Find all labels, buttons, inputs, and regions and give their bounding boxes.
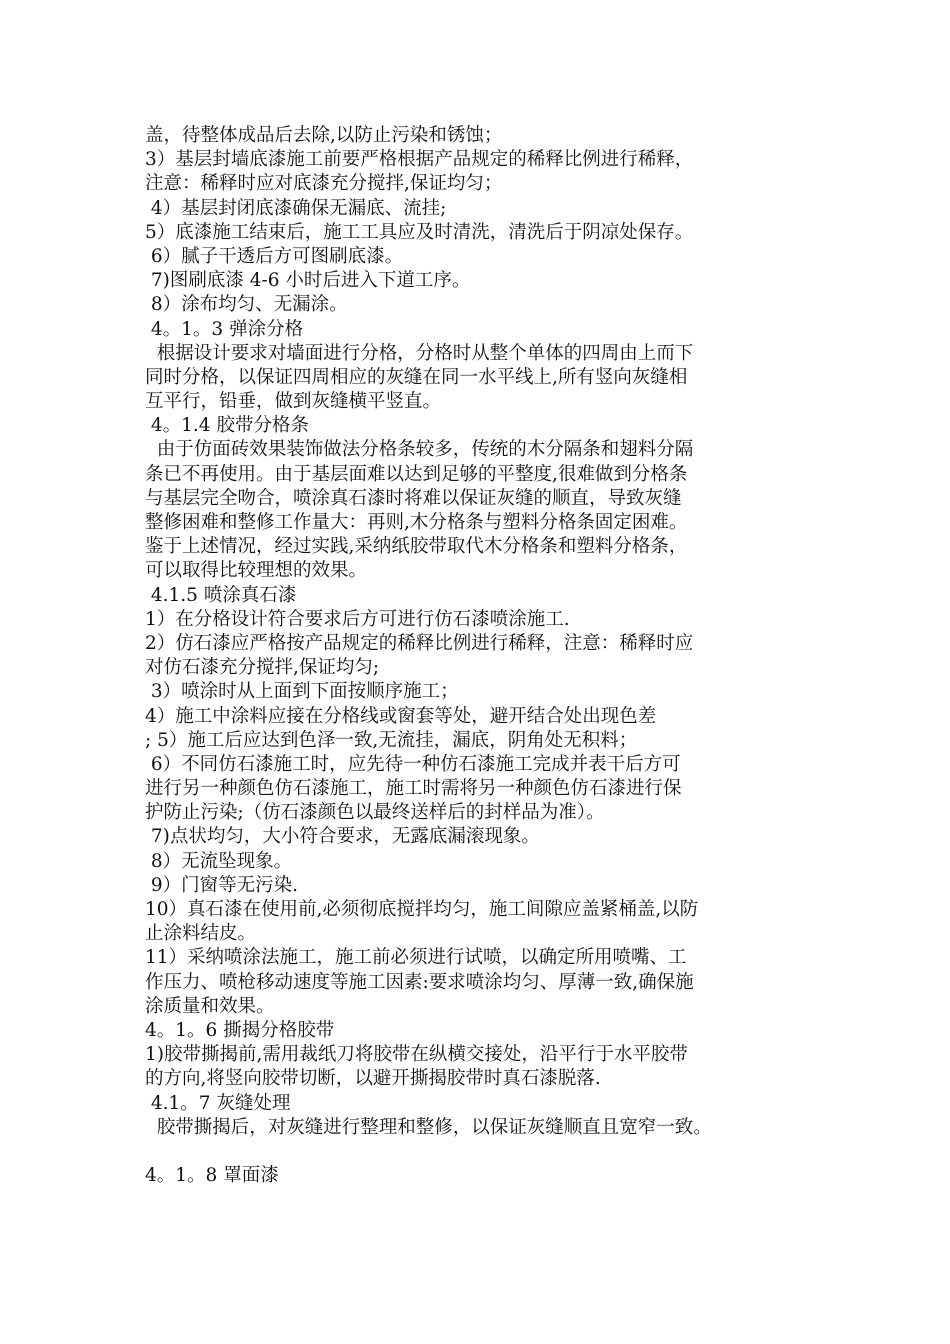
section-heading: 4。1。6 撕揭分格胶带 (145, 1019, 335, 1041)
text-line: 4）基层封闭底漆确保无漏底、流挂; (145, 197, 447, 219)
text-line: 涂质量和效果。 (145, 995, 275, 1017)
text-line: 可以取得比较理想的效果。 (145, 560, 368, 582)
document-body (145, 124, 825, 1188)
text-line: 进行另一种颜色仿石漆施工，施工时需将另一种颜色仿石漆进行保 (145, 778, 682, 800)
blank-line (145, 1140, 825, 1164)
text-line: 3）基层封墙底漆施工前要严格根据产品规定的稀释比例进行稀释， (145, 149, 694, 171)
text-line: 对仿石漆充分搅拌,保证均匀; (145, 657, 380, 679)
section-heading: 4。1.4 胶带分格条 (145, 415, 309, 437)
section-heading: 4.1.5 喷涂真石漆 (145, 584, 297, 606)
text-line: 6）不同仿石漆施工时，应先待一种仿石漆施工完成并表干后方可 (145, 753, 681, 775)
text-line: 盖，待整体成品后去除,以防止污染和锈蚀； (145, 125, 503, 146)
text-line: 根据设计要求对墙面进行分格，分格时从整个单体的四周由上而下 (145, 342, 694, 364)
text-line: 4）施工中涂料应接在分格线或窗套等处，避开结合处出现色差 (145, 705, 657, 727)
text-line: 互平行，铅垂，做到灰缝横平竖直。 (145, 391, 442, 413)
text-line: 6）腻子干透后方可图刷底漆。 (145, 245, 404, 267)
section-heading: 4。1。3 弹涂分格 (145, 318, 304, 340)
text-line: 条已不再使用。由于基层面难以达到足够的平整度,很难做到分格条 (145, 463, 688, 485)
text-line: 的方向,将竖向胶带切断，以避开撕揭胶带时真石漆脱落. (145, 1068, 601, 1090)
text-line: 9）门窗等无污染. (145, 874, 299, 896)
text-line: 由于仿面砖效果装饰做法分格条较多，传统的木分隔条和翅料分隔 (145, 439, 694, 461)
text-line: 10）真石漆在使用前,必须彻底搅拌均匀，施工间隙应盖紧桶盖,以防 (145, 899, 699, 920)
text-line: 5）底漆施工结束后，施工工具应及时清洗，清洗后于阴凉处保存。 (145, 221, 694, 243)
text-line: 8）涂布均匀、无漏涂。 (145, 294, 348, 316)
section-heading: 4.1。7 灰缝处理 (145, 1092, 291, 1114)
text-line: 8）无流坠现象。 (145, 850, 293, 872)
text-line: 与基层完全吻合，喷涂真石漆时将难以保证灰缝的顺直，导致灰缝 (145, 487, 682, 509)
text-line: 1）在分格设计符合要求后方可进行仿石漆喷涂施工. (145, 608, 570, 630)
text-line: ; 5）施工后应达到色泽一致,无流挂，漏底，阴角处无积料； (145, 729, 638, 751)
text-line: 止涂料结皮。 (145, 923, 257, 945)
section-heading: 4。1。8 罩面漆 (145, 1165, 279, 1187)
text-line: 1)胶带撕揭前,需用裁纸刀将胶带在纵横交接处，沿平行于水平胶带 (145, 1044, 688, 1066)
text-line: 胶带撕揭后，对灰缝进行整理和整修，以保证灰缝顺直且宽窄一致。 (145, 1116, 712, 1138)
text-line: 同时分格，以保证四周相应的灰缝在同一水平线上,所有竖向灰缝相 (145, 366, 688, 388)
text-line: 注意：稀释时应对底漆充分搅拌,保证均匀； (145, 173, 503, 195)
text-line: 2）仿石漆应严格按产品规定的稀释比例进行稀释，注意：稀释时应 (145, 632, 694, 654)
text-line: 3）喷涂时从上面到下面按顺序施工； (145, 681, 459, 703)
text-line: 11）采纳喷涂法施工，施工前必须进行试喷，以确定所用喷嘴、工 (145, 947, 687, 969)
text-line: 作压力、喷枪移动速度等施工因素:要求喷涂均匀、厚薄一致,确保施 (145, 971, 694, 993)
text-line: 整修困难和整修工作量大：再则,木分格条与塑料分格条固定困难。 (145, 512, 688, 533)
text-line: 鉴于上述情况，经过实践,采纳纸胶带取代木分格条和塑料分格条， (145, 536, 688, 558)
text-line: 7)点状均匀，大小符合要求，无露底漏滚现象。 (145, 826, 540, 848)
text-line: 护防止污染;（仿石漆颜色以最终送样后的封样品为准）。 (145, 802, 605, 824)
text-line: 7)图刷底漆 4-6 小时后进入下道工序。 (145, 270, 471, 292)
